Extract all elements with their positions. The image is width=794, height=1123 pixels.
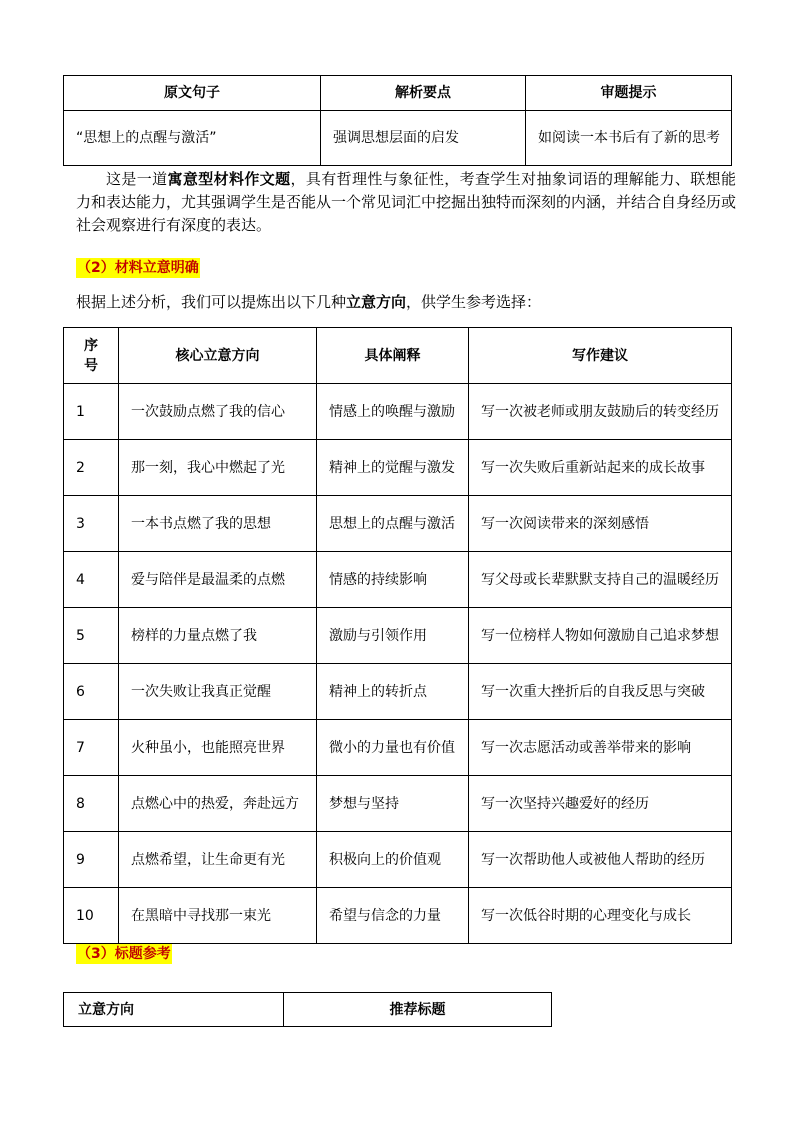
table-cell: 点燃希望，让生命更有光 (119, 832, 317, 888)
table-cell: 写一次被老师或朋友鼓励后的转变经历 (469, 384, 732, 440)
header-serial-number (64, 328, 119, 384)
table-row (64, 832, 732, 888)
table-row (64, 888, 732, 944)
table-row (64, 720, 732, 776)
header-recommended-title: 推荐标题 (284, 993, 552, 1027)
row-number: 4 (64, 552, 119, 608)
table-cell: 积极向上的价值观 (317, 832, 469, 888)
table-row (64, 608, 732, 664)
table-cell: 写父母或长辈默默支持自己的温暖经历 (469, 552, 732, 608)
table-cell: 在黑暗中寻找那一束光 (119, 888, 317, 944)
table-cell: 写一次帮助他人或被他人帮助的经历 (469, 832, 732, 888)
header-text: 序号 (84, 337, 98, 374)
table-row (64, 664, 732, 720)
header-writing-advice: 写作建议 (469, 328, 732, 384)
header-core-theme: 核心立意方向 (119, 328, 317, 384)
row-number: 8 (64, 776, 119, 832)
table-cell: 强调思想层面的启发 (321, 111, 526, 166)
table-header-row (64, 76, 732, 111)
section-heading-3: （3）标题参考 (77, 946, 171, 962)
table-cell: 精神上的转折点 (317, 664, 469, 720)
table-cell: 火种虽小，也能照亮世界 (119, 720, 317, 776)
table-cell: 那一刻，我心中燃起了光 (119, 440, 317, 496)
row-number: 1 (64, 384, 119, 440)
table-cell: 写一次阅读带来的深刻感悟 (469, 496, 732, 552)
table-cell: “思想上的点醒与激活” (64, 111, 321, 166)
table-header-row (64, 993, 552, 1027)
header-review-hint: 审题提示 (526, 76, 732, 111)
table-cell: 梦想与坚持 (317, 776, 469, 832)
table-cell: 写一次志愿活动或善举带来的影响 (469, 720, 732, 776)
table-row (64, 111, 732, 166)
row-number: 3 (64, 496, 119, 552)
table-cell: 微小的力量也有价值 (317, 720, 469, 776)
row-number: 5 (64, 608, 119, 664)
title-reference-table (63, 992, 552, 1027)
paragraph-bold-text: 寓意型材料作文题 (167, 170, 291, 188)
table-cell: 激励与引领作用 (317, 608, 469, 664)
analysis-paragraph (76, 168, 736, 237)
row-number: 7 (64, 720, 119, 776)
paragraph-bold-text: 立意方向 (346, 293, 407, 311)
table-cell: 一本书点燃了我的思想 (119, 496, 317, 552)
table-row (64, 384, 732, 440)
table-cell: 如阅读一本书后有了新的思考 (526, 111, 732, 166)
theme-directions-table (63, 327, 732, 944)
table-cell: 思想上的点醒与激活 (317, 496, 469, 552)
table-cell: 点燃心中的热爱，奔赴远方 (119, 776, 317, 832)
table-cell: 写一位榜样人物如何激励自己追求梦想 (469, 608, 732, 664)
table-cell: 榜样的力量点燃了我 (119, 608, 317, 664)
table-cell: 一次鼓励点燃了我的信心 (119, 384, 317, 440)
row-number: 9 (64, 832, 119, 888)
header-theme-direction: 立意方向 (64, 993, 284, 1027)
intro-paragraph (76, 291, 736, 314)
table-row (64, 776, 732, 832)
paragraph-text: ，供学生参考选择： (406, 293, 542, 311)
table-cell: 情感的持续影响 (317, 552, 469, 608)
header-explanation: 具体阐释 (317, 328, 469, 384)
table-row (64, 552, 732, 608)
header-analysis-points: 解析要点 (321, 76, 526, 111)
table-row (64, 496, 732, 552)
table-cell: 爱与陪伴是最温柔的点燃 (119, 552, 317, 608)
header-original-sentence: 原文句子 (64, 76, 321, 111)
section-heading-2: （2）材料立意明确 (77, 260, 199, 276)
paragraph-text: 这是一道 (106, 170, 168, 188)
analysis-table (63, 75, 732, 166)
table-cell: 写一次重大挫折后的自我反思与突破 (469, 664, 732, 720)
table-row (64, 440, 732, 496)
table-cell: 写一次失败后重新站起来的成长故事 (469, 440, 732, 496)
table-header-row (64, 328, 732, 384)
paragraph-text: ，具有哲理性与象征性，考查学生对抽象词语的理解能力、联想能力和表达能力，尤其强调学生是否能从一个常见词汇中挖掘出独特而深刻的内涵，并结合自身经历或社会观察进行有深度的表达。 (76, 170, 737, 234)
table-cell: 精神上的觉醒与激发 (317, 440, 469, 496)
row-number: 10 (64, 888, 119, 944)
table-cell: 写一次坚持兴趣爱好的经历 (469, 776, 732, 832)
row-number: 6 (64, 664, 119, 720)
table-cell: 写一次低谷时期的心理变化与成长 (469, 888, 732, 944)
row-number: 2 (64, 440, 119, 496)
table-cell: 希望与信念的力量 (317, 888, 469, 944)
table-cell: 一次失败让我真正觉醒 (119, 664, 317, 720)
table-cell: 情感上的唤醒与激励 (317, 384, 469, 440)
paragraph-text: 根据上述分析，我们可以提炼出以下几种 (76, 293, 347, 311)
